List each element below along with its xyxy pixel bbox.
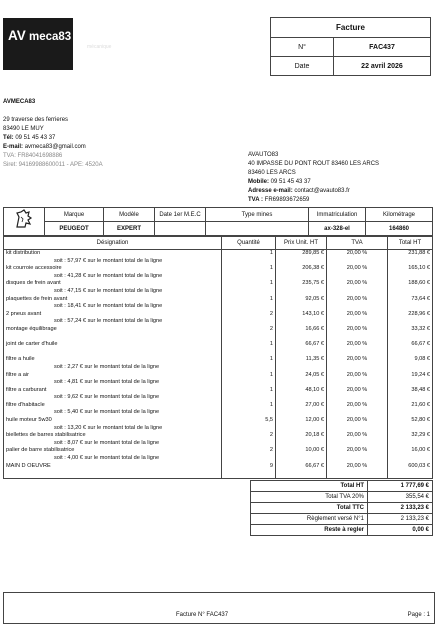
item-tva-cell: [327, 250, 388, 266]
totals-row: [251, 514, 433, 525]
item-quantity-cell: [222, 326, 276, 341]
item-designation: huile moteur 5w30: [6, 417, 52, 424]
vehicle-header-plate: Immatriculation: [309, 208, 366, 222]
customer-address1: 40 IMPASSE DU PONT ROUT 83460 LES ARCS: [248, 161, 380, 167]
item-tva-cell: [327, 387, 388, 402]
item-tva-cell: [327, 326, 388, 341]
invoice-title: Facture: [271, 18, 431, 38]
item-quantity-cell: [222, 356, 276, 371]
table-row: [4, 356, 433, 371]
item-unit-price: 12,00 €: [305, 417, 324, 424]
item-designation-cell: [4, 402, 222, 417]
item-quantity: 9: [269, 462, 273, 469]
item-unit-price-cell: [276, 447, 327, 462]
customer-mobile: Mobile: 09 51 45 43 37: [248, 179, 311, 185]
item-quantity-cell: [222, 265, 276, 280]
item-total: 32,29 €: [411, 432, 430, 439]
item-tva-cell: [327, 265, 388, 280]
seller-address2: 83490 LE MUY: [3, 126, 44, 132]
item-quantity: 1: [269, 280, 273, 287]
item-designation: biellettes de barres stabilisatrice: [6, 432, 86, 439]
item-tva: 20,00 %: [346, 462, 368, 469]
item-total-cell: [388, 463, 433, 479]
item-tva-cell: [327, 341, 388, 356]
item-tva-cell: [327, 296, 388, 311]
item-tax-note: soit : 4,81 € sur le montant total de la ligne: [54, 379, 160, 386]
item-quantity: 1: [269, 356, 273, 363]
vehicle-model: EXPERT: [104, 222, 155, 236]
item-tax-note: soit : 57,24 € sur le montant total de la ligne: [54, 318, 163, 325]
customer-tva: TVA : FR69893672659: [248, 197, 310, 203]
peugeot-lion-icon-svg: [13, 209, 35, 229]
item-total: 38,48 €: [411, 386, 430, 393]
item-unit-price-cell: [276, 265, 327, 280]
table-row: [4, 402, 433, 417]
item-quantity-cell: [222, 250, 276, 266]
totals-label: Total TTC: [251, 503, 368, 514]
vehicle-header-type: Type mines: [206, 208, 309, 222]
item-total: 165,10 €: [408, 265, 430, 272]
item-unit-price: 16,66 €: [305, 325, 324, 332]
item-unit-price: 289,85 €: [302, 250, 324, 256]
item-unit-price-cell: [276, 417, 327, 432]
item-total: 231,88 €: [408, 250, 430, 256]
totals-value: 355,54 €: [368, 492, 433, 503]
item-total-cell: [388, 280, 433, 295]
table-row: [4, 341, 433, 356]
item-tva: 20,00 %: [346, 386, 368, 393]
item-tva-cell: [327, 463, 388, 479]
item-quantity: 1: [269, 386, 273, 393]
item-tva: 20,00 %: [346, 417, 368, 424]
item-unit-price: 92,05 €: [305, 295, 324, 302]
item-tax-note: soit : 5,40 € sur le montant total de la ligne: [54, 409, 160, 416]
item-tax-note: soit : 47,15 € sur le montant total de la ligne: [54, 287, 163, 294]
table-row: [4, 250, 433, 266]
item-total: 73,64 €: [411, 295, 430, 302]
item-unit-price-cell: [276, 463, 327, 479]
item-quantity: 2: [269, 325, 273, 332]
item-unit-price: 235,75 €: [302, 280, 324, 287]
item-tva: 20,00 %: [346, 310, 368, 317]
totals-value: 0,00 €: [368, 525, 433, 536]
item-total: 21,60 €: [411, 401, 430, 408]
item-tva-cell: [327, 311, 388, 326]
table-row: [4, 447, 433, 462]
item-tva: 20,00 %: [346, 447, 368, 454]
item-quantity: 1: [269, 265, 273, 272]
footer-page: Page : 1: [407, 612, 430, 618]
col-total: Total HT: [388, 237, 433, 250]
item-unit-price: 206,38 €: [302, 265, 324, 272]
totals-label: Reste à regler: [251, 525, 368, 536]
item-designation: montage équilibrage: [6, 325, 57, 332]
item-tax-note: soit : 9,62 € sur le montant total de la ligne: [54, 394, 160, 401]
item-unit-price: 10,00 €: [305, 447, 324, 454]
item-quantity-cell: [222, 311, 276, 326]
item-unit-price-cell: [276, 341, 327, 356]
item-quantity-cell: [222, 417, 276, 432]
item-unit-price-cell: [276, 296, 327, 311]
item-unit-price: 24,05 €: [305, 371, 324, 378]
item-tax-note: soit : 13,20 € sur le montant total de la ligne: [54, 424, 163, 431]
invoice-number-label: N°: [271, 38, 334, 57]
item-tax-note: [6, 349, 219, 357]
item-designation-cell: [4, 326, 222, 341]
item-designation: plaquettes de frein avant: [6, 295, 68, 302]
totals-row: [251, 503, 433, 514]
invoice-date-label: Date: [271, 57, 334, 76]
item-total-cell: [388, 432, 433, 447]
item-quantity: 1: [269, 341, 273, 348]
company-logo: [3, 18, 112, 70]
item-tva-cell: [327, 280, 388, 295]
item-total: 16,00 €: [411, 447, 430, 454]
seller-name: AVMECA83: [3, 99, 36, 105]
logo-text: AV meca83: [8, 28, 72, 43]
item-tax-note: [6, 470, 219, 478]
item-tva-cell: [327, 402, 388, 417]
item-designation-cell: [4, 463, 222, 479]
item-total-cell: [388, 265, 433, 280]
item-designation-cell: [4, 372, 222, 387]
item-unit-price-cell: [276, 402, 327, 417]
vehicle-table: [3, 207, 433, 236]
item-tax-note: soit : 4,00 € sur le montant total de la ligne: [54, 455, 160, 462]
item-designation-cell: [4, 417, 222, 432]
item-tva: 20,00 %: [346, 250, 368, 256]
item-designation: 2 pneus avant: [6, 310, 42, 317]
item-tax-note: soit : 41,28 € sur le montant total de la ligne: [54, 272, 163, 279]
customer-address2: 83460 LES ARCS: [248, 170, 296, 176]
item-designation: filtre a carburant: [6, 386, 47, 393]
item-unit-price: 143,10 €: [302, 310, 324, 317]
item-designation: kit courroie accessoire: [6, 265, 62, 272]
seller-email: E-mail: avmeca83@gmail.com: [3, 144, 86, 150]
item-total-cell: [388, 417, 433, 432]
item-unit-price-cell: [276, 280, 327, 295]
item-tva: 20,00 %: [346, 432, 368, 439]
item-tva: 20,00 %: [346, 341, 368, 348]
item-unit-price-cell: [276, 250, 327, 266]
vehicle-mileage: 164860: [366, 222, 433, 236]
totals-table: [250, 480, 433, 536]
invoice-date: 22 avril 2026: [334, 57, 431, 76]
item-total-cell: [388, 341, 433, 356]
col-tva: TVA: [327, 237, 388, 250]
vehicle-type: [206, 222, 309, 236]
col-quantity: Quantité: [222, 237, 276, 250]
table-row: [4, 417, 433, 432]
item-quantity: 1: [269, 371, 273, 378]
item-tva-cell: [327, 447, 388, 462]
item-quantity: 2: [269, 310, 273, 317]
item-designation-cell: [4, 265, 222, 280]
vehicle-plate: ax-328-el: [309, 222, 366, 236]
item-tva-cell: [327, 372, 388, 387]
item-total-cell: [388, 311, 433, 326]
table-row: [4, 387, 433, 402]
item-designation-cell: [4, 432, 222, 447]
item-quantity-cell: [222, 402, 276, 417]
item-tax-note: soit : 18,41 € sur le montant total de la ligne: [54, 303, 163, 310]
item-designation: joint de carter d'huile: [6, 341, 58, 348]
item-designation: kit distribution: [6, 250, 41, 256]
item-tax-note: soit : 2,27 € sur le montant total de la ligne: [54, 363, 160, 370]
table-row: [4, 463, 433, 479]
item-designation-cell: [4, 311, 222, 326]
item-unit-price: 27,00 €: [305, 401, 324, 408]
table-row: [4, 432, 433, 447]
item-designation: MAIN D OEUVRE: [6, 462, 51, 469]
page-footer: [3, 592, 435, 624]
item-total: 600,03 €: [408, 462, 430, 469]
item-quantity: 5,5: [265, 417, 273, 424]
item-total: 188,60 €: [408, 280, 430, 287]
vehicle-header-brand: Marque: [45, 208, 104, 222]
totals-label: Total HT: [251, 481, 368, 492]
invoice-header-box: [270, 17, 431, 76]
item-designation-cell: [4, 296, 222, 311]
item-total: 9,08 €: [414, 356, 430, 363]
logo-subtitle: mécanique: [87, 44, 112, 50]
totals-row: [251, 481, 433, 492]
item-unit-price: 66,67 €: [305, 462, 324, 469]
vehicle-brand: PEUGEOT: [45, 222, 104, 236]
item-tax-note: soit : 8,07 € sur le montant total de la ligne: [54, 439, 160, 446]
item-total-cell: [388, 326, 433, 341]
item-quantity-cell: [222, 372, 276, 387]
table-row: [4, 311, 433, 326]
item-tva-cell: [327, 432, 388, 447]
item-unit-price: 66,67 €: [305, 341, 324, 348]
table-row: [4, 296, 433, 311]
item-designation: disques de frein avant: [6, 280, 61, 287]
seller-tva: TVA: FR84041698886: [3, 153, 63, 159]
item-unit-price-cell: [276, 372, 327, 387]
item-total-cell: [388, 250, 433, 266]
item-total: 228,96 €: [408, 310, 430, 317]
item-total-cell: [388, 356, 433, 371]
seller-siret: Siret: 94169988600011 - APE: 4520A: [3, 162, 103, 168]
item-unit-price-cell: [276, 311, 327, 326]
totals-value: 2 133,23 €: [368, 514, 433, 525]
item-tva: 20,00 %: [346, 325, 368, 332]
table-row: [4, 326, 433, 341]
item-tax-note: [6, 334, 219, 342]
footer-invoice: Facture N° FAC437: [176, 612, 229, 618]
totals-row: [251, 492, 433, 503]
item-designation: filtre a huile: [6, 356, 35, 363]
item-quantity-cell: [222, 447, 276, 462]
item-unit-price-cell: [276, 326, 327, 341]
item-designation-cell: [4, 341, 222, 356]
item-tva: 20,00 %: [346, 280, 368, 287]
item-quantity: 1: [269, 401, 273, 408]
item-designation-cell: [4, 250, 222, 266]
item-unit-price-cell: [276, 356, 327, 371]
item-tva: 20,00 %: [346, 265, 368, 272]
customer-email: Adresse e-mail: contact@avauto83.fr: [248, 188, 350, 194]
item-tva: 20,00 %: [346, 295, 368, 302]
totals-value: 2 133,23 €: [368, 503, 433, 514]
item-designation: filtre a air: [6, 371, 30, 378]
item-quantity: 2: [269, 432, 273, 439]
customer-block: [248, 151, 379, 205]
item-total: 52,80 €: [411, 417, 430, 424]
item-unit-price-cell: [276, 432, 327, 447]
item-total-cell: [388, 372, 433, 387]
item-total-cell: [388, 296, 433, 311]
item-total-cell: [388, 447, 433, 462]
item-tva-cell: [327, 356, 388, 371]
totals-label: Règlement versé N°1: [251, 514, 368, 525]
item-quantity: 1: [269, 295, 273, 302]
item-unit-price: 20,18 €: [305, 432, 324, 439]
item-total: 19,24 €: [411, 371, 430, 378]
item-quantity-cell: [222, 387, 276, 402]
vehicle-header-mileage: Kilométrage: [366, 208, 433, 222]
item-unit-price: 48,10 €: [305, 386, 324, 393]
totals-label: Total TVA 20%: [251, 492, 368, 503]
item-unit-price: 11,35 €: [305, 356, 324, 363]
item-tva-cell: [327, 417, 388, 432]
table-row: [4, 372, 433, 387]
seller-phone: Tél: 09 51 45 43 37: [3, 135, 56, 141]
item-designation-cell: [4, 447, 222, 462]
item-designation-cell: [4, 387, 222, 402]
item-tva: 20,00 %: [346, 371, 368, 378]
item-tva: 20,00 %: [346, 401, 368, 408]
item-quantity-cell: [222, 432, 276, 447]
item-quantity-cell: [222, 280, 276, 295]
vehicle-header-date: Date 1er M.E.C: [155, 208, 206, 222]
seller-address1: 29 traverse des ferrieres: [3, 117, 69, 123]
item-designation: palier de barre stabilisatrice: [6, 447, 75, 454]
item-designation: filtre d'habitacle: [6, 401, 45, 408]
vehicle-date: [155, 222, 206, 236]
item-quantity-cell: [222, 341, 276, 356]
table-row: [4, 265, 433, 280]
item-tva: 20,00 %: [346, 356, 368, 363]
item-total-cell: [388, 402, 433, 417]
item-designation-cell: [4, 280, 222, 295]
totals-row: [251, 525, 433, 536]
customer-name: AVAUTO83: [248, 152, 279, 158]
item-total: 66,67 €: [411, 341, 430, 348]
item-total: 33,32 €: [411, 325, 430, 332]
item-quantity: 2: [269, 447, 273, 454]
col-designation: Désignation: [4, 237, 222, 250]
item-designation-cell: [4, 356, 222, 371]
items-table: [3, 236, 433, 479]
item-quantity-cell: [222, 296, 276, 311]
seller-block: [3, 98, 103, 170]
item-quantity: 1: [269, 250, 273, 256]
vehicle-header-model: Modèle: [104, 208, 155, 222]
item-tax-note: soit : 57,97 € sur le montant total de la ligne: [54, 257, 163, 264]
item-unit-price-cell: [276, 387, 327, 402]
peugeot-lion-icon: [4, 208, 45, 236]
invoice-number: FAC437: [334, 38, 431, 57]
table-row: [4, 280, 433, 295]
col-unit-price: Prix Unit. HT: [276, 237, 327, 250]
totals-value: 1 777,69 €: [368, 481, 433, 492]
item-quantity-cell: [222, 463, 276, 479]
item-total-cell: [388, 387, 433, 402]
